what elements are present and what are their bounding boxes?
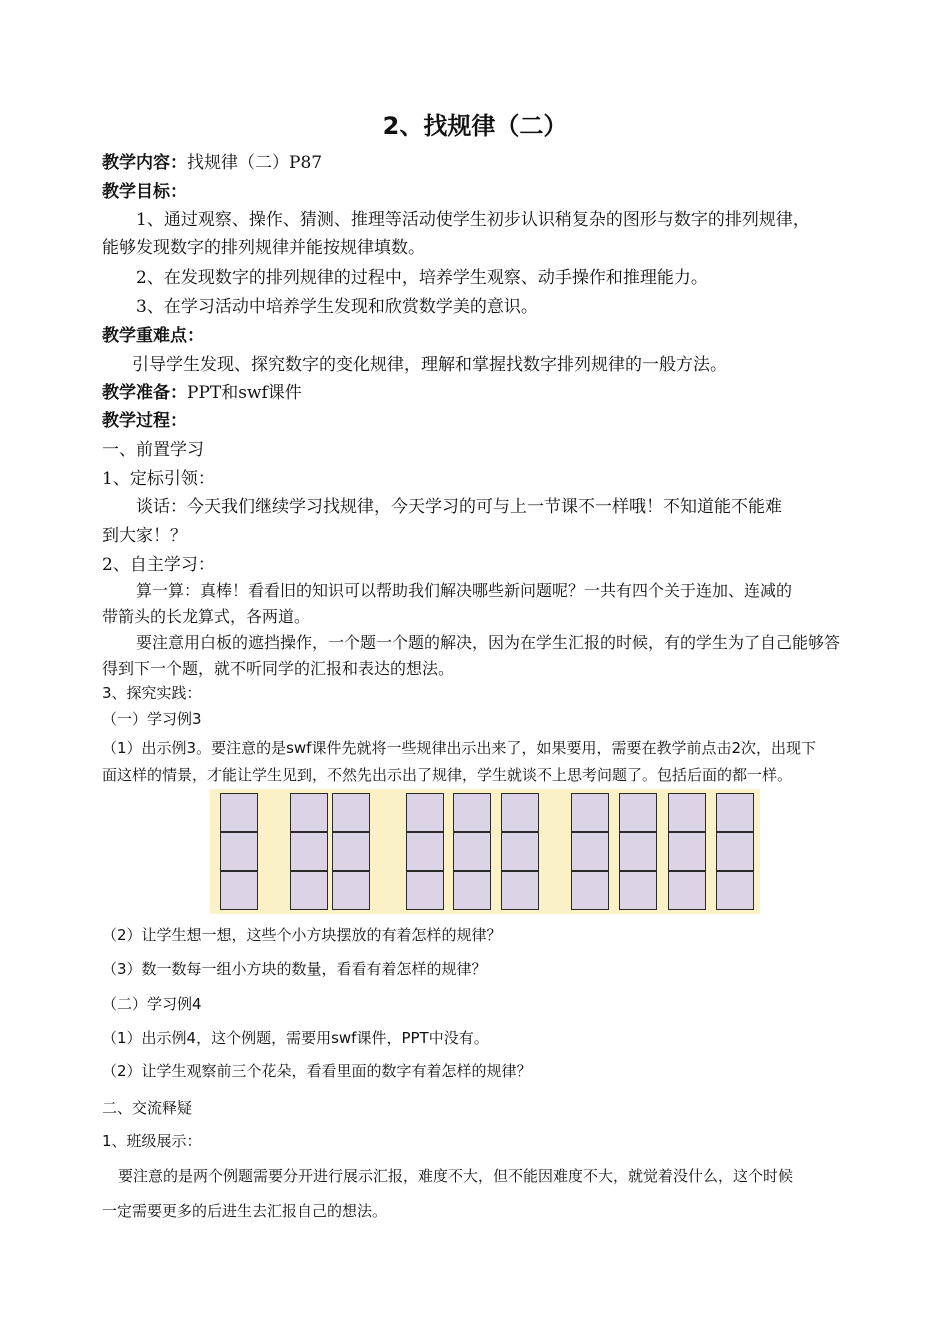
block-cell (453, 832, 491, 871)
calc-line-1: 算一算：真棒！看看旧的知识可以帮助我们解决哪些新问题呢？一共有四个关于连加、连减的 (136, 581, 793, 600)
block-cell (716, 871, 754, 910)
key-points-label: 教学重难点： (102, 326, 204, 346)
section-2-text-line-2: 一定需要更多的后进生去汇报自己的想法。 (102, 1202, 388, 1220)
section-1-heading: 一、前置学习 (102, 440, 204, 460)
block-cell (332, 832, 370, 871)
example-3-step-2: （2）让学生想一想，这些个小方块摆放的有着怎样的规律？ (102, 926, 502, 944)
block-pattern-figure (210, 789, 760, 914)
block-group-3-col-2 (453, 793, 491, 908)
block-cell (220, 793, 258, 832)
key-points-text: 引导学生发现、探究数字的变化规律，理解和掌握找数字排列规律的一般方法。 (132, 355, 727, 375)
talk-line-2: 到大家！？ (102, 526, 187, 546)
block-cell (619, 871, 657, 910)
section-2-text-line-1: 要注意的是两个例题需要分开进行展示汇报，难度不大，但不能因难度不大，就觉着没什么，这个时候 (118, 1167, 794, 1185)
block-cell (501, 832, 539, 871)
block-cell (571, 871, 609, 910)
goal-3: 3、在学习活动中培养学生发现和欣赏数学美的意识。 (136, 297, 538, 317)
note-line-1: 要注意用白板的遮挡操作，一个题一个题的解决，因为在学生汇报的时候，有的学生为了自己能够答 (136, 633, 841, 652)
goal-1-line-1: 1、通过观察、操作、猜测、推理等活动使学生初步认识稍复杂的图形与数字的排列规律， (136, 210, 810, 230)
teaching-content-label: 教学内容： (102, 153, 187, 173)
block-cell (406, 832, 444, 871)
block-cell (668, 793, 706, 832)
block-group-2-col-2 (332, 793, 370, 908)
block-group-1-col-1 (220, 793, 258, 908)
block-group-3-col-1 (406, 793, 444, 908)
teaching-process-label: 教学过程： (102, 411, 187, 431)
block-group-4-col-3 (668, 793, 706, 908)
block-cell (619, 793, 657, 832)
block-cell (571, 793, 609, 832)
block-cell (220, 871, 258, 910)
block-cell (716, 793, 754, 832)
block-cell (453, 871, 491, 910)
goal-1-line-2: 能够发现数字的排列规律并能按规律填数。 (102, 238, 425, 258)
block-cell (571, 832, 609, 871)
block-cell (453, 793, 491, 832)
block-cell (290, 832, 328, 871)
block-cell (220, 832, 258, 871)
example-3-step-1-line-1: （1）出示例3。要注意的是swf课件先就将一些规律出示出来了，如果要用，需要在教学前点击2次，出现下 (102, 739, 816, 757)
block-cell (290, 871, 328, 910)
teaching-goals-label: 教学目标： (102, 182, 187, 202)
block-cell (668, 832, 706, 871)
block-group-3-col-3 (501, 793, 539, 908)
section-2-heading: 二、交流释疑 (102, 1099, 193, 1117)
example-3-title: （一）学习例3 (102, 710, 202, 728)
talk-line-1: 谈话：今天我们继续学习找规律，今天学习的可与上一节课不一样哦！不知道能不能难 (136, 497, 782, 517)
block-cell (668, 871, 706, 910)
teaching-prep (102, 378, 302, 403)
block-cell (406, 871, 444, 910)
block-group-4-col-4 (716, 793, 754, 908)
goal-2: 2、在发现数字的排列规律的过程中，培养学生观察、动手操作和推理能力。 (136, 268, 708, 288)
teaching-content-text: 找规律（二）P87 (187, 153, 323, 173)
block-group-2-col-1 (290, 793, 328, 908)
teaching-prep-text: PPT和swf课件 (187, 383, 302, 403)
block-cell (332, 871, 370, 910)
part-3-title: 3、探究实践： (102, 684, 202, 702)
block-group-4-col-1 (571, 793, 609, 908)
part-2-title: 2、自主学习： (102, 555, 215, 575)
block-cell (501, 871, 539, 910)
example-4-title: （二）学习例4 (102, 995, 202, 1013)
example-4-step-1: （1）出示例4，这个例题，需要用swf课件，PPT中没有。 (102, 1029, 489, 1047)
block-cell (406, 793, 444, 832)
block-cell (332, 793, 370, 832)
note-line-2: 得到下一个题，就不听同学的汇报和表达的想法。 (102, 659, 455, 678)
block-cell (716, 832, 754, 871)
example-4-step-2: （2）让学生观察前三个花朵，看看里面的数字有着怎样的规律？ (102, 1062, 532, 1080)
example-3-step-3: （3）数一数每一组小方块的数量，看看有着怎样的规律？ (102, 960, 487, 978)
block-cell (290, 793, 328, 832)
block-cell (501, 793, 539, 832)
teaching-prep-label: 教学准备： (102, 383, 187, 403)
part-1-title: 1、定标引领： (102, 469, 215, 489)
block-group-4-col-2 (619, 793, 657, 908)
teaching-content (102, 148, 322, 173)
section-2-part-1-title: 1、班级展示： (102, 1132, 202, 1150)
example-3-step-1-line-2: 面这样的情景，才能让学生见到，不然先出示出了规律，学生就谈不上思考问题了。包括后面的都一样。 (102, 766, 793, 784)
page-title: 2、找规律（二） (382, 112, 568, 140)
block-cell (619, 832, 657, 871)
calc-line-2: 带箭头的长龙算式，各两道。 (102, 607, 311, 626)
